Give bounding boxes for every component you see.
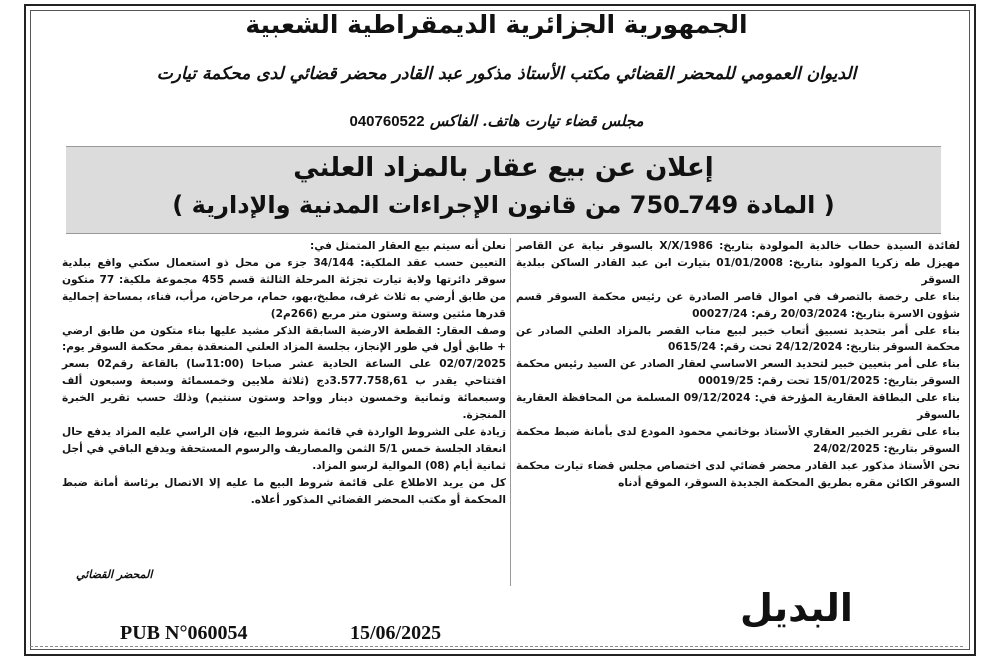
paragraph: كل من يريد الاطلاع على قائمة شروط البيع ما عليه إلا الاتصال برئاسة أمانة ضبط المحكمة أو مكتب المحضر القضائي المذكور أعلاه. bbox=[62, 476, 506, 506]
paragraph: بناء على أمر بتحديد تسبيق أتعاب خبير لبيع مناب القصر بالمزاد العلني الصادر عن محكمة السوقر بتاريخ: 24/12/2024 تحت رقم: 0615/24 bbox=[516, 324, 960, 354]
newspaper-logo: البديل bbox=[740, 586, 853, 630]
notice-title: إعلان عن بيع عقار بالمزاد العلني bbox=[293, 153, 714, 183]
paragraph: لفائدة السيدة حطاب خالدية المولودة بتاريخ: 1986/X/X بالسوقر نيابة عن القاصر مهيزل طه زكريا المولود بتاريخ: 01/01/2008 بتيارت ابن عبد القادر الساكن ببلدية السوقر bbox=[516, 240, 960, 286]
paragraph: بناء على رخصة بالتصرف في اموال قاصر الصادرة عن رئيس محكمة السوقر قسم شؤون الاسرة بتاريخ: 20/03/2024 رقم: 00027/24 bbox=[516, 290, 960, 320]
right-column bbox=[516, 238, 960, 492]
paragraph: بناء على البطاقة العقارية المؤرخة في: 09/12/2024 المسلمة من المحافظة العقارية بالسوقر bbox=[516, 392, 960, 422]
paragraph: وصف العقار: القطعة الارضية السابقة الذكر مشيد عليها بناء متكون من طابق ارضي + طابق أول في طور الإنجاز، بجلسة المزاد العلني المنعقدة بمقر محكمة السوقر يوم: 02/07/2025 على الساعة الحادية عشر صباحا (11:00سا) بالقاعة رقم02 بسعر افتتاحي يقدر ب 3.577.758,61دج (ثلاثة ملايين وخمسمائة وسبعة وسبعون ألف وسبعمائة وثمانية وخمسون دينار وواحد وستون سنتيم) وذلك حسب تقرير الخبرة المنجزة. bbox=[62, 324, 507, 422]
paragraph: نحن الأستاذ مذكور عبد القادر محضر قضائي لدى اختصاص مجلس قضاء تيارت محكمة السوقر الكائن مقره بطريق المحكمة الجديدة السوقر، الموقع أدناه bbox=[516, 459, 960, 489]
republic-heading: الجمهورية الجزائرية الديمقراطية الشعبية bbox=[245, 10, 748, 39]
paragraph: زيادة على الشروط الواردة في قائمة شروط البيع، فإن الراسي عليه المزاد يدفع حال انعقاد الجلسة خمس 5/1 الثمن والمصاريف والرسوم المستحقة ويدفع الباقي في أجل ثمانية أيام (08) الموالية لرسو المزاد. bbox=[62, 425, 506, 472]
notice-subtitle: ( المادة 749ـ750 من قانون الإجراءات المدنية والإدارية ) bbox=[172, 191, 835, 219]
paragraph: بناء على تقرير الخبير العقاري الأستاذ بوخاتمي محمود المودع لدى بأمانة ضبط محكمة السوقر بتاريخ: 24/02/2025 bbox=[516, 425, 960, 455]
title-banner bbox=[66, 146, 941, 234]
paragraph: التعيين حسب عقد الملكية: 34/144 جزء من محل ذو استعمال سكني واقع ببلدية سوقر دائرتها ولاية تيارت تجزئة المرحلة الثالثة قسم 455 مجموعة ملكية: 77 متكون من طابق أرضي به ثلاث غرف، مطبخ،بهو، حمام، مرحاض، مرأب، فناء، بمساحة إجمالية قدرها مئتين وستة وستون متر مربع (266م2) bbox=[62, 256, 506, 320]
council-line bbox=[0, 112, 993, 130]
fax-number: 040760522 bbox=[349, 113, 425, 130]
publication-date: 15/06/2025 bbox=[350, 622, 442, 644]
column-divider bbox=[510, 238, 511, 586]
paragraph: نعلن أنه سيتم بيع العقار المتمثل في: bbox=[310, 240, 506, 252]
footer-divider bbox=[30, 646, 963, 647]
council-label: مجلس قضاء تيارت هاتف. الفاكس bbox=[429, 112, 644, 130]
office-heading: الديوان العمومي للمحضر القضائي مكتب الأستاذ مذكور عبد القادر محضر قضائي لدى محكمة تيارت bbox=[156, 64, 857, 84]
signer-label: المحضر القضائي bbox=[76, 568, 153, 581]
left-column bbox=[62, 238, 506, 509]
pub-number: PUB N°060054 bbox=[120, 622, 248, 644]
paragraph: بناء على أمر بتعيين خبير لتحديد السعر الاساسي لعقار الصادر عن السيد رئيس محكمة السوقر بتاريخ: 15/01/2025 تحت رقم: 00019/25 bbox=[516, 358, 960, 388]
